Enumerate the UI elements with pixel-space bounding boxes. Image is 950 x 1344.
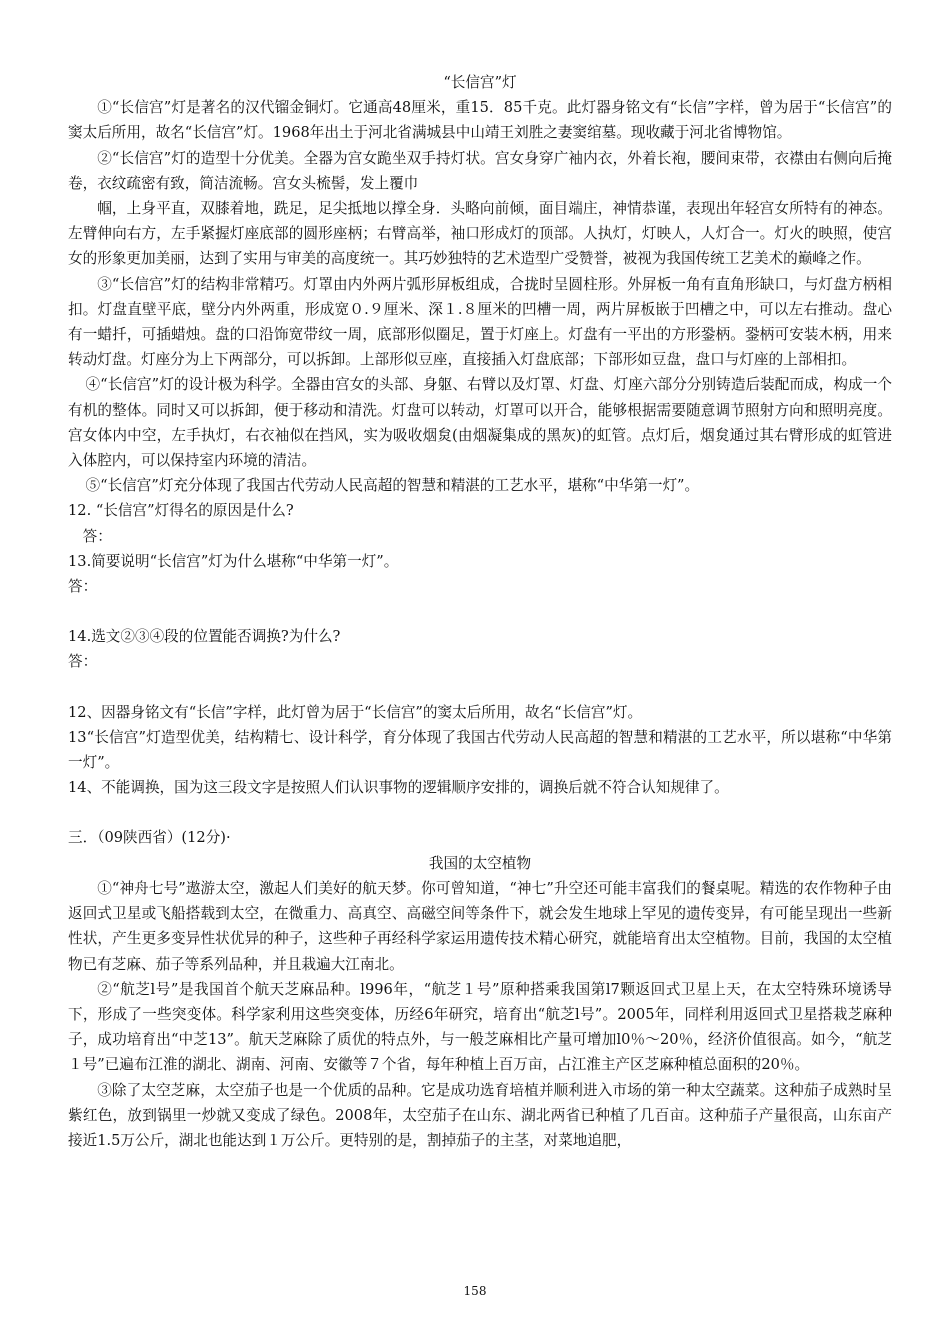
answer-key-12: 12、因器身铭文有“长信”字样，此灯曾为居于“长信宫”的窦太后所用，故名“长信宫”灯。 (68, 703, 643, 721)
answer-key-14: 14、不能调换，国为这三段文字是按照人们认识事物的逻辑顺序安排的，调换后就不符合认知规律了。 (68, 779, 729, 797)
article-title: “长信宫”灯 (443, 74, 517, 91)
answer-blank-14: 答： (68, 653, 98, 671)
section-heading: 三．（09陕西省）(12分)· (68, 829, 231, 847)
paragraph-5: ⑤“长信宫”灯充分体现了我国古代劳动人民高超的智慧和精湛的工艺水平，堪称“中华第一灯”。 (85, 477, 700, 495)
answer-blank-13: 答： (68, 578, 98, 596)
section-paragraph-3: ③除了太空芝麻，太空茄子也是一个优质的品种。它是成功选育培植并顺利进入市场的第一种太空蔬菜。这种茄子成熟时呈紫红色，放到锅里一炒就又变成了绿色。2008年，太空茄子在山东、湖北两省已种植了几百亩。这种茄子产量很高，山东亩产接近1.5万公斤，湖北也能达到１万公斤。更特别的是，割掉茄子的主茎，对菜地追肥， (68, 1081, 892, 1149)
answer-key-13: 13“长信宫”灯造型优美，结构精七、设计科学，育分体现了我国古代劳动人民高超的智慧和精湛的工艺水平，所以堪称“中华第一灯”。 (68, 728, 892, 772)
section-paragraph-1: ①“神舟七号”遨游太空，激起人们美好的航天梦。你可曾知道，“神七”升空还可能丰富我们的餐桌呢。精选的农作物种子由返回式卫星或飞船搭载到太空，在微重力、高真空、高磁空间等条件下，就会发生地球上罕见的遗传变异，有可能呈现出一些新性状，产生更多变异性状优异的种子，这些种子再经科学家运用遗传技术精心研究，就能培育出太空植物。目前，我国的太空植物已有芝麻、茄子等系列品种，并且栽遍大江南北。 (68, 879, 892, 973)
section-paragraph-2: ②“航芝l号”是我国首个航天芝麻品种。l996年，“航芝１号”原种搭乘我国第l7颗返回式卫星上天，在太空特殊环境诱导下，形成了一些突变体。科学家利用这些突变体，历经6年研究，培育出“航芝l号”。2005年，同样利用返回式卫星搭栽芝麻种子，成功培育出“中芝13”。航天芝麻除了质优的特点外，与一般芝麻相比产量可增加l0％～20％，经济价值很高。如今，“航芝１号”已遍布江淮的湖北、湖南、河南、安徽等７个省，每年种植上百万亩，占江淮主产区芝麻种植总面积的20％。 (68, 980, 892, 1074)
spacer (68, 800, 892, 825)
paragraph-3: ③“长信宫”灯的结构非常精巧。灯罩由内外两片弧形屏板组成，合拢时呈圆柱形。外屏板一角有直角形缺口，与灯盘方柄相扣。灯盘直壁平底，壁分内外两重，形成宽０.９厘米、深１.８厘米的凹槽一周，两片屏板嵌于凹槽之中，可以左右推动。盘心有一蜡扦，可插蜡烛。盘的口沿饰宽带纹一周，底部形似圈足，置于灯座上。灯盘有一平出的方形銎柄。銎柄可安装木柄，用来转动灯盘。灯座分为上下两部分，可以拆卸。上部形似豆座，直接插入灯盘底部；下部形如豆盘，盘口与灯座的上部相扣。 (68, 275, 892, 369)
paragraph-4: ④“长信宫”灯的设计极为科学。全器由宫女的头部、身躯、右臂以及灯罩、灯盘、灯座六部分分别铸造后装配而成，构成一个有机的整体。同时又可以拆卸，便于移动和清洗。灯盘可以转动，灯罩可以开合，能够根据需要随意调节照射方向和照明亮度。宫女体内中空，左手执灯，右衣袖似在挡风，实为吸收烟炱(由烟凝集成的黑灰)的虹管。点灯后，烟炱通过其右臂形成的虹管进入体腔内，可以保持室内环境的清洁。 (68, 376, 892, 470)
spacer (68, 599, 892, 624)
question-14: 14.选文②③④段的位置能否调换?为什么? (68, 628, 341, 646)
paragraph-1: ①“长信宫”灯是著名的汉代镏金铜灯。它通高48厘米，重15．85千克。此灯器身铭文有“长信”字样，曾为居于“长信宫”的窦太后所用，故名“长信宫”灯。1968年出土于河北省满城县中山靖王刘胜之妻窦绾墓。现收藏于河北省博物馆。 (68, 99, 892, 142)
paragraph-2a: ②“长信宫”灯的造型十分优美。全器为宫女跪坐双手持灯状。宫女身穿广袖内衣，外着长袍，腰间束带，衣襟由右侧向后掩卷，衣纹疏密有致，简洁流畅。宫女头梳髻，发上覆巾 (68, 149, 892, 192)
paragraph-2b: 帼，上身平直，双膝着地，跣足，足尖抵地以撑全身．头略向前倾，面目端庄，神情恭谨，表现出年轻宫女所特有的神态。左臂伸向右方，左手紧握灯座底部的圆形座柄；右臂高举，袖口形成灯的顶部。人执灯，灯映人，人灯合一。灯火的映照，使宫女的形象更加美丽，达到了实用与审美的高度统一。其巧妙独特的艺术造型广受赞誉，被视为我国传统工艺美术的巅峰之作。 (68, 200, 892, 268)
question-13: 13.简要说明“长信宫”灯为什么堪称“中华第一灯”。 (68, 552, 399, 570)
question-12: 12. “长信宫”灯得名的原因是什么? (68, 502, 294, 520)
document-page (68, 70, 892, 1153)
page-number: 158 (463, 1284, 487, 1298)
answer-blank-12: 答： (82, 527, 112, 545)
spacer (68, 675, 892, 700)
section-title: 我国的太空植物 (428, 854, 532, 872)
